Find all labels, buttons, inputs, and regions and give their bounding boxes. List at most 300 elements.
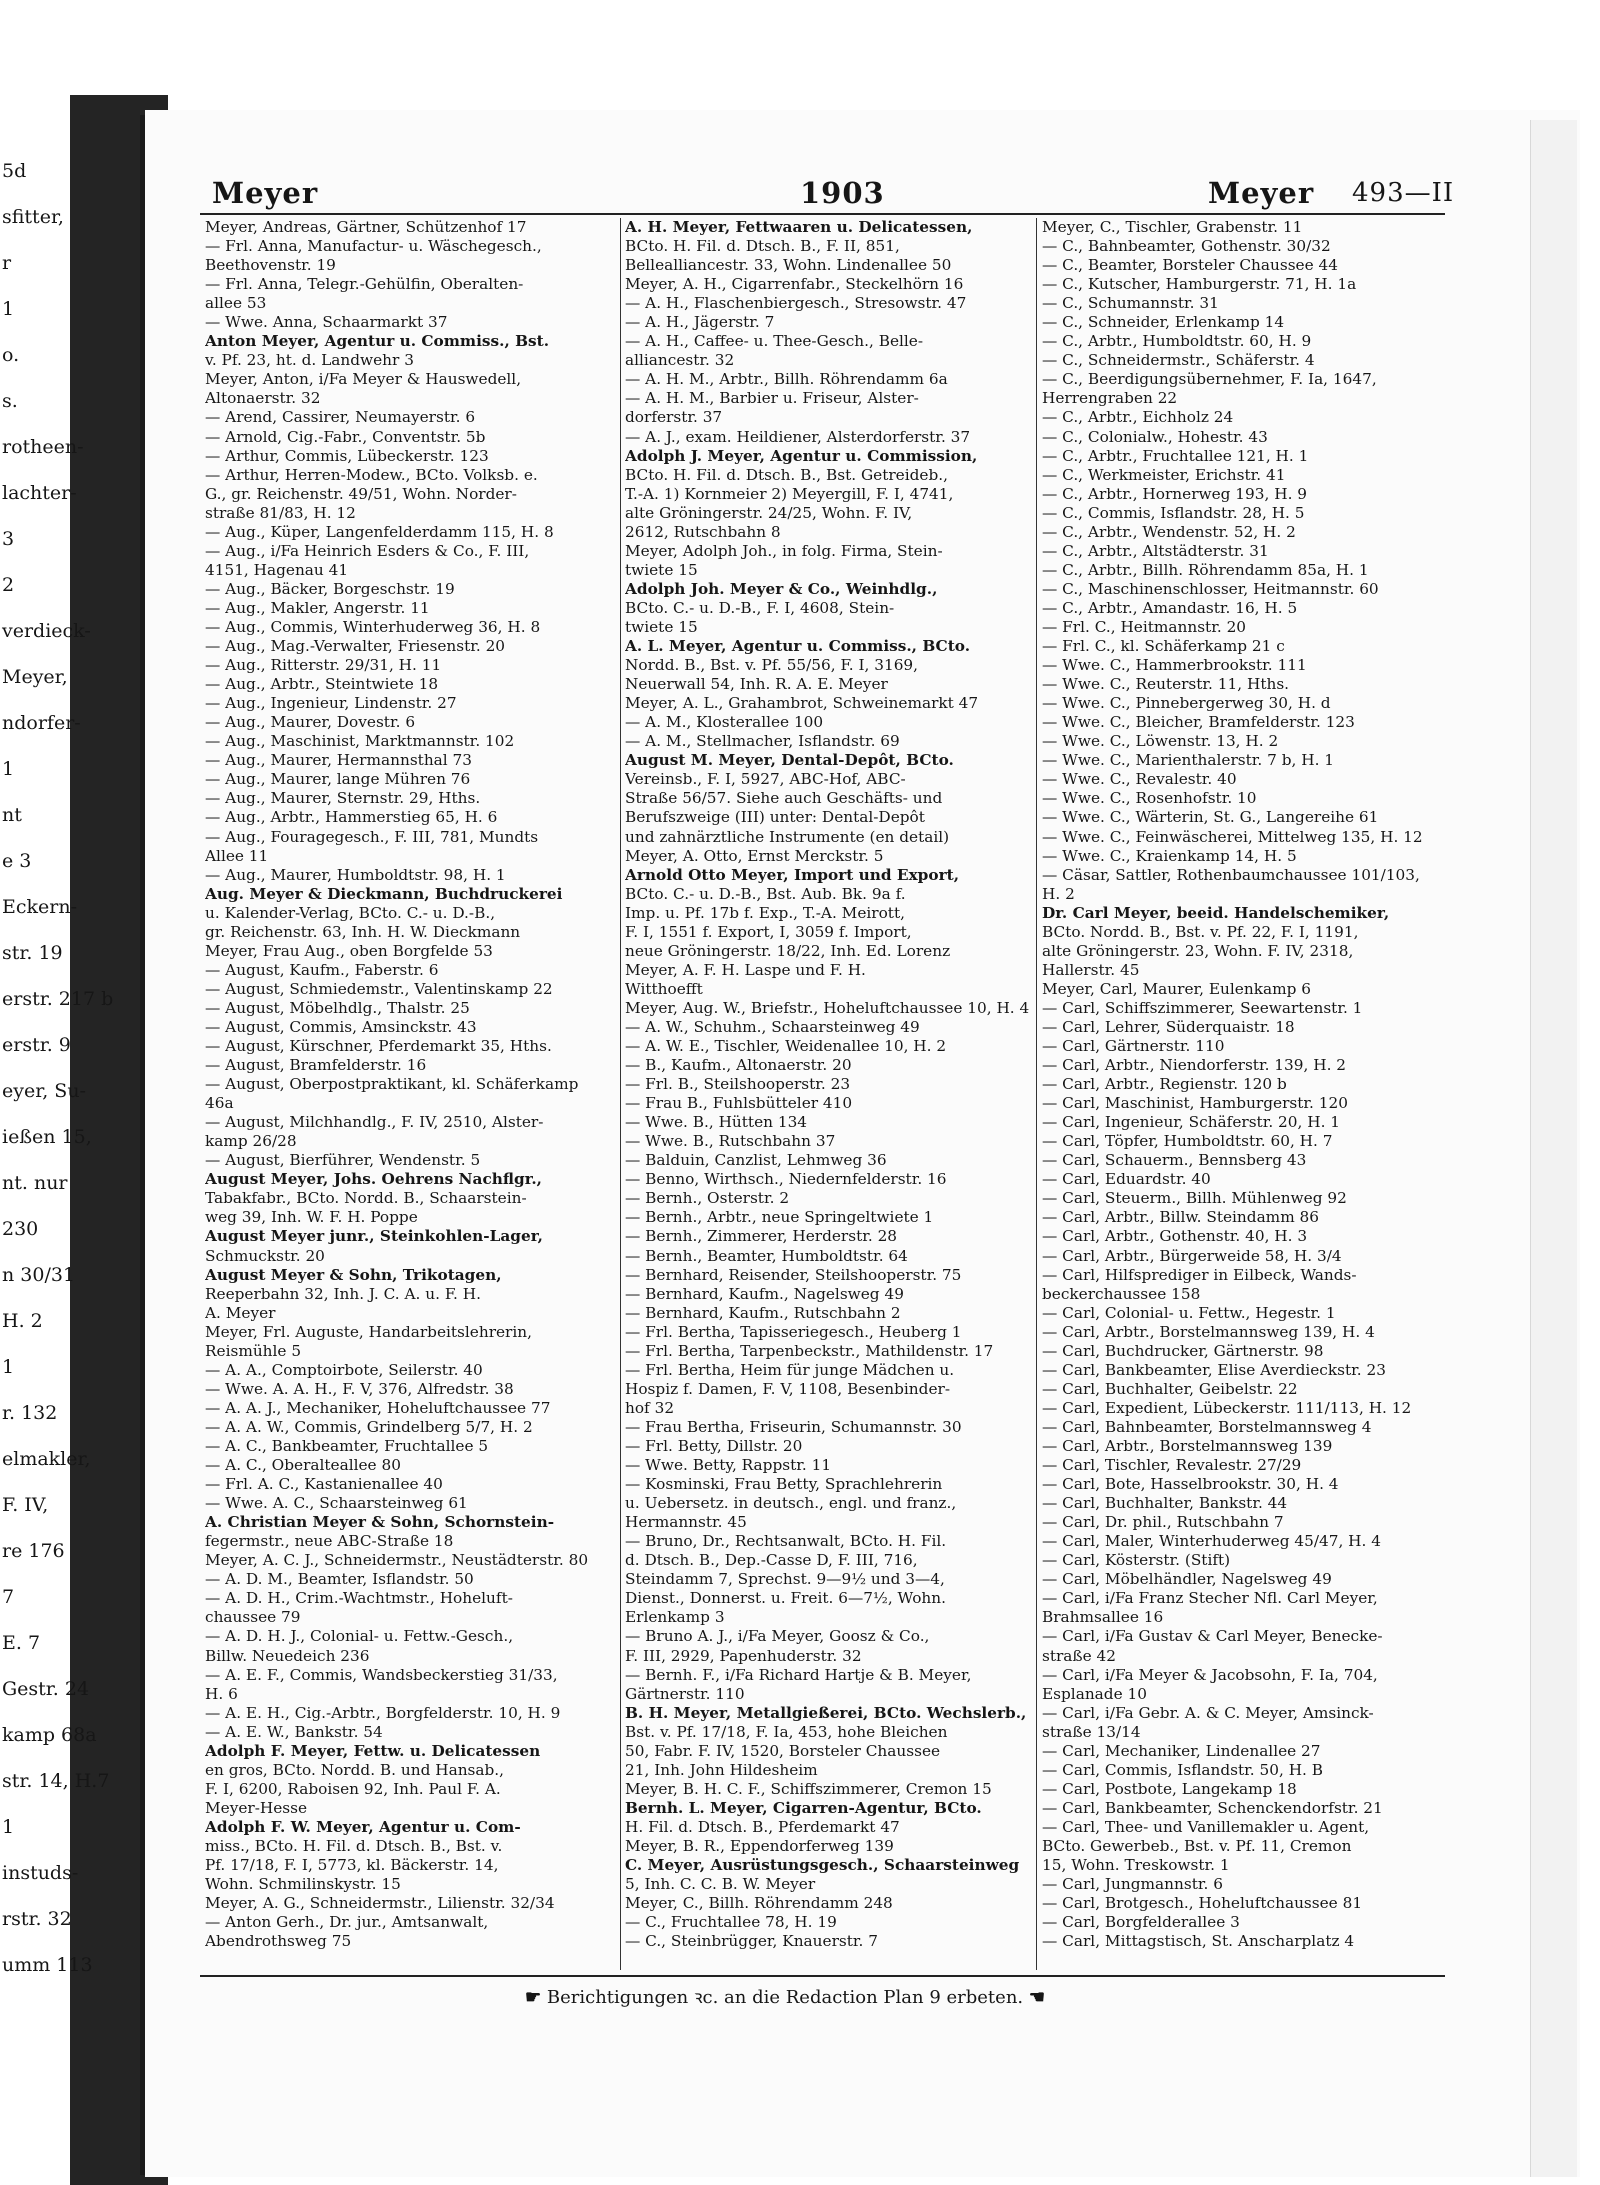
directory-entry-line: H. Fil. d. Dtsch. B., Pferdemarkt 47 (625, 1817, 900, 1836)
directory-entry-line: — Kosminski, Frau Betty, Sprachlehrerin (625, 1475, 943, 1494)
directory-entry-line: 50, Fabr. F. IV, 1520, Borsteler Chaussee (625, 1741, 941, 1760)
directory-entry-line: — A. M., Stellmacher, Isflandstr. 69 (625, 732, 900, 751)
directory-entry-line: Bernh. L. Meyer, Cigarren-Agentur, BCto. (625, 1798, 982, 1817)
left-page-edge (0, 130, 140, 2030)
directory-entry-line: — Aug., Maurer, Humboldtstr. 98, H. 1 (205, 865, 506, 884)
directory-entry-line: Billw. Neuedeich 236 (205, 1646, 370, 1665)
left-page-fragment: erstr. 9 (2, 1034, 71, 1056)
directory-entry-line: — A. C., Bankbeamter, Fruchtallee 5 (205, 1437, 489, 1455)
directory-entry-line: — Carl, Arbtr., Borstelmannsweg 139 (1042, 1437, 1333, 1455)
page-fore-edge (1530, 120, 1577, 2177)
left-page-fragment: e 3 (2, 850, 32, 872)
directory-entry-line: — Carl, Maler, Winterhuderweg 45/47, H. 4 (1042, 1532, 1381, 1551)
footer-rule (200, 1975, 1445, 1977)
page-spine (140, 115, 145, 2175)
directory-entry-line: Tabakfabr., BCto. Nordd. B., Schaarstein- (205, 1189, 527, 1208)
directory-entry-line: Meyer, Frl. Auguste, Handarbeitslehrerin, (205, 1322, 532, 1341)
left-page-fragment: 1 (2, 758, 15, 780)
directory-entry-line: — Frl. Betty, Dillstr. 20 (625, 1437, 803, 1455)
directory-entry-line: v. Pf. 23, ht. d. Landwehr 3 (205, 351, 414, 370)
directory-entry-line: — Carl, Thee- und Vanillemakler u. Agent, (1042, 1817, 1370, 1836)
directory-entry-line: — August, Bierführer, Wendenstr. 5 (205, 1151, 481, 1170)
header-left-word: Meyer (212, 176, 319, 210)
directory-entry-line: — Carl, i/Fa Franz Stecher Nfl. Carl Meyer, (1042, 1589, 1378, 1608)
directory-entry-line: — A. H., Jägerstr. 7 (625, 313, 775, 332)
directory-entry-line: — Carl, Buchdrucker, Gärtnerstr. 98 (1042, 1341, 1324, 1360)
directory-entry-line: — Carl, Töpfer, Humboldtstr. 60, H. 7 (1042, 1132, 1333, 1151)
directory-entry-line: August Meyer & Sohn, Trikotagen, (205, 1265, 502, 1284)
directory-entry-line: — A. A. J., Mechaniker, Hoheluftchaussee 77 (205, 1398, 551, 1417)
directory-entry-line: — Wwe. Anna, Schaarmarkt 37 (205, 313, 448, 332)
directory-entry-line: August Meyer junr., Steinkohlen-Lager, (205, 1227, 543, 1246)
left-page-fragment: 230 (2, 1218, 39, 1240)
left-page-fragment: lachter- (2, 482, 77, 504)
directory-entry-line: — Arthur, Herren-Modew., BCto. Volksb. e. (205, 465, 538, 484)
directory-entry-line: — C., Arbtr., Fruchtallee 121, H. 1 (1042, 446, 1309, 465)
directory-entry-line: — Carl, Arbtr., Borstelmannsweg 139, H. 4 (1042, 1322, 1375, 1341)
directory-entry-line: Meyer-Hesse (205, 1798, 308, 1817)
directory-entry-line: — Carl, Arbtr., Regienstr. 120 b (1042, 1075, 1287, 1094)
directory-entry-line: — Balduin, Canzlist, Lehmweg 36 (625, 1151, 887, 1170)
directory-entry-line: twiete 15 (625, 560, 698, 579)
header-rule (200, 213, 1445, 215)
directory-entry-line: Meyer, A. L., Grahambrot, Schweinemarkt 47 (625, 694, 979, 713)
directory-entry-line: Meyer, A. C. J., Schneidermstr., Neustädterstr. 80 (205, 1551, 589, 1570)
directory-entry-line: — Aug., Ritterstr. 29/31, H. 11 (205, 656, 442, 675)
entry-column-2 (625, 218, 1030, 1968)
directory-entry-line: — Wwe. C., Bleicher, Bramfelderstr. 123 (1042, 713, 1355, 732)
directory-entry-line: u. Kalender-Verlag, BCto. C.- u. D.-B., (205, 903, 496, 922)
directory-entry-line: — C., Schumannstr. 31 (1042, 294, 1219, 313)
directory-entry-line: — Carl, Bahnbeamter, Borstelmannsweg 4 (1042, 1417, 1372, 1436)
directory-entry-line: — A. J., exam. Heildiener, Alsterdorferstr. 37 (625, 427, 971, 446)
directory-entry-line: — A. M., Klosterallee 100 (625, 713, 824, 732)
directory-entry-line: — Wwe. B., Hütten 134 (625, 1113, 808, 1132)
directory-entry-line: — Aug., Maurer, Hermannsthal 73 (205, 751, 473, 770)
directory-entry-line: beckerchaussee 158 (1042, 1284, 1201, 1303)
left-page-fragment: verdieck- (2, 620, 91, 642)
directory-entry-line: — Wwe. A. A. H., F. V, 376, Alfredstr. 38 (205, 1379, 514, 1398)
left-page-fragment: H. 2 (2, 1310, 43, 1332)
directory-entry-line: Berufszweige (III) unter: Dental-Depôt (625, 808, 925, 827)
directory-entry-line: F. I, 1551 f. Export, I, 3059 f. Import, (625, 922, 912, 941)
directory-entry-line: — A. D. H., Crim.-Wachtmstr., Hoheluft- (205, 1589, 513, 1608)
directory-entry-line: — C., Schneidermstr., Schäferstr. 4 (1042, 351, 1315, 370)
left-page-fragment: Gestr. 24 (2, 1678, 90, 1700)
directory-entry-line: — Carl, i/Fa Gebr. A. & C. Meyer, Amsinck- (1042, 1703, 1374, 1722)
directory-entry-line: Straße 56/57. Siehe auch Geschäfts- und (625, 789, 943, 808)
directory-entry-line: — B., Kaufm., Altonaerstr. 20 (625, 1056, 852, 1075)
directory-entry-line: — August, Möbelhdlg., Thalstr. 25 (205, 998, 470, 1017)
directory-entry-line: — C., Arbtr., Hornerweg 193, H. 9 (1042, 484, 1308, 503)
directory-entry-line: chaussee 79 (205, 1608, 301, 1627)
directory-entry-line: — Carl, Schauerm., Bennsberg 43 (1042, 1151, 1307, 1170)
directory-entry-line: F. III, 2929, Papenhuderstr. 32 (625, 1646, 862, 1665)
directory-entry-line: — Wwe. B., Rutschbahn 37 (625, 1132, 836, 1151)
directory-entry-line: — Carl, Schiffszimmerer, Seewartenstr. 1 (1042, 998, 1363, 1017)
directory-entry-line: — Bernhard, Reisender, Steilshooperstr. 75 (625, 1265, 962, 1284)
directory-entry-line: — Carl, Arbtr., Niendorferstr. 139, H. 2 (1042, 1056, 1347, 1075)
directory-entry-line: 4151, Hagenau 41 (205, 560, 349, 579)
directory-entry-line: — Wwe. C., Pinnebergerweg 30, H. d (1042, 694, 1331, 713)
directory-entry-line: Gärtnerstr. 110 (625, 1684, 745, 1703)
directory-entry-line: Meyer, A. Otto, Ernst Merckstr. 5 (625, 846, 884, 865)
left-page-fragment: rotheen- (2, 436, 84, 458)
directory-entry-line: — Carl, Gärtnerstr. 110 (1042, 1037, 1225, 1056)
directory-entry-line: August M. Meyer, Dental-Depôt, BCto. (625, 751, 954, 770)
directory-entry-line: — Aug., Bäcker, Borgeschstr. 19 (205, 579, 455, 598)
directory-entry-line: Aug. Meyer & Dieckmann, Buchdruckerei (205, 884, 563, 903)
directory-entry-line: Meyer, Adolph Joh., in folg. Firma, Stein- (625, 541, 943, 560)
header-right-word: Meyer (1208, 176, 1315, 210)
directory-entry-line: — Aug., Makler, Angerstr. 11 (205, 598, 430, 617)
directory-entry-line: A. Christian Meyer & Sohn, Schornstein- (205, 1513, 555, 1532)
directory-entry-line: T.-A. 1) Kornmeier 2) Meyergill, F. I, 4741, (625, 484, 954, 503)
left-page-fragment: 1 (2, 1816, 15, 1838)
entry-column-3 (1042, 218, 1450, 1968)
directory-entry-line: BCto. H. Fil. d. Dtsch. B., Bst. Getreideb., (625, 465, 948, 484)
directory-entry-line: — Wwe. C., Marienthalerstr. 7 b, H. 1 (1042, 751, 1335, 770)
directory-entry-line: Bst. v. Pf. 17/18, F. Ia, 453, hohe Bleichen (625, 1722, 948, 1741)
directory-entry-line: — C., Colonialw., Hohestr. 43 (1042, 427, 1268, 446)
directory-entry-line: G., gr. Reichenstr. 49/51, Wohn. Norder- (205, 484, 517, 503)
directory-entry-line: — C., Arbtr., Billh. Röhrendamm 85a, H. 1 (1042, 560, 1369, 579)
directory-entry-line: Anton Meyer, Agentur u. Commiss., Bst. (205, 332, 550, 351)
left-page-fragment: kamp 68a (2, 1724, 97, 1746)
directory-entry-line: — C., Beamter, Borsteler Chaussee 44 (1042, 256, 1338, 275)
directory-entry-line: Meyer, A. F. H. Laspe und F. H. (625, 960, 866, 979)
directory-entry-line: — Frau B., Fuhlsbütteler 410 (625, 1094, 853, 1113)
directory-entry-line: — A. D. M., Beamter, Isflandstr. 50 (205, 1570, 474, 1589)
directory-entry-line: straße 13/14 (1042, 1722, 1141, 1741)
directory-entry-line: — A. C., Oberalteallee 80 (205, 1456, 401, 1475)
directory-entry-line: F. I, 6200, Raboisen 92, Inh. Paul F. A. (205, 1779, 501, 1798)
directory-entry-line: — A. H. M., Arbtr., Billh. Röhrendamm 6a (625, 370, 948, 389)
directory-entry-line: Pf. 17/18, F. I, 5773, kl. Bäckerstr. 14, (205, 1856, 499, 1875)
header-year: 1903 (800, 176, 885, 210)
directory-entry-line: A. L. Meyer, Agentur u. Commiss., BCto. (625, 637, 971, 656)
directory-entry-line: Erlenkamp 3 (625, 1608, 725, 1627)
directory-entry-line: — C., Maschinenschlosser, Heitmannstr. 60 (1042, 579, 1379, 598)
directory-entry-line: — August, Bramfelderstr. 16 (205, 1056, 427, 1075)
directory-entry-line: August Meyer, Johs. Oehrens Nachflgr., (205, 1170, 543, 1189)
left-page-fragment: re 176 (2, 1540, 65, 1562)
left-page-fragment: 1 (2, 1356, 15, 1378)
directory-entry-line: — Carl, Postbote, Langekamp 18 (1042, 1779, 1297, 1798)
directory-entry-line: — Arend, Cassirer, Neumayerstr. 6 (205, 408, 476, 427)
directory-entry-line: — Carl, Hilfsprediger in Eilbeck, Wands- (1042, 1265, 1357, 1284)
directory-entry-line: — C., Schneider, Erlenkamp 14 (1042, 313, 1285, 332)
directory-entry-line: Meyer, Carl, Maurer, Eulenkamp 6 (1042, 979, 1311, 998)
directory-entry-line: — Wwe. C., Feinwäscherei, Mittelweg 135, H. 12 (1042, 827, 1423, 846)
directory-entry-line: Witthoefft (625, 979, 703, 998)
left-page-fragment: eyer, Su- (2, 1080, 86, 1102)
column-divider (620, 218, 621, 1970)
left-page-fragment: r (2, 252, 12, 274)
directory-entry-line: BCto. Nordd. B., Bst. v. Pf. 22, F. I, 1191, (1042, 922, 1359, 941)
directory-entry-line: Vereinsb., F. I, 5927, ABC-Hof, ABC- (625, 770, 906, 789)
directory-entry-line: — C., Fruchtallee 78, H. 19 (625, 1913, 837, 1932)
directory-entry-line: Meyer, Anton, i/Fa Meyer & Hauswedell, (205, 370, 522, 389)
directory-entry-line: — Arnold, Cig.-Fabr., Conventstr. 5b (205, 427, 486, 446)
directory-entry-line: — Carl, Eduardstr. 40 (1042, 1170, 1211, 1189)
footer-text: Berichtigungen ꝛc. an die Redaction Plan 9 erbeten. (546, 1987, 1024, 2008)
directory-entry-line: — A. E. W., Bankstr. 54 (205, 1722, 383, 1741)
directory-entry-line: — Frau Bertha, Friseurin, Schumannstr. 30 (625, 1417, 962, 1436)
directory-entry-line: — Wwe. C., Hammerbrookstr. 111 (1042, 656, 1307, 675)
directory-entry-line: Arnold Otto Meyer, Import und Export, (625, 865, 960, 884)
directory-entry-line: — Wwe. A. C., Schaarsteinweg 61 (205, 1494, 468, 1513)
directory-entry-line: Dienst., Donnerst. u. Freit. 6—7½, Wohn. (625, 1589, 947, 1608)
directory-entry-line: — A. E. H., Cig.-Arbtr., Borgfelderstr. 10, H. 9 (205, 1703, 561, 1722)
directory-entry-line: A. H. Meyer, Fettwaaren u. Delicatessen, (625, 218, 973, 236)
directory-entry-line: — Bernh., Arbtr., neue Springeltwiete 1 (625, 1208, 934, 1227)
directory-entry-line: — Wwe. C., Rosenhofstr. 10 (1042, 789, 1257, 808)
directory-entry-line: — Carl, Brotgesch., Hoheluftchaussee 81 (1042, 1894, 1363, 1913)
directory-entry-line: — Aug., Küper, Langenfelderdamm 115, H. 8 (205, 522, 554, 541)
left-page-fragment: F. IV, (2, 1494, 49, 1516)
directory-entry-line: 5, Inh. C. C. B. W. Meyer (625, 1875, 816, 1894)
directory-entry-line: — Frl. Bertha, Tapisseriegesch., Heuberg 1 (625, 1322, 962, 1341)
directory-entry-line: — August, Schmiedemstr., Valentinskamp 22 (205, 979, 553, 998)
left-page-fragment: 5d (2, 160, 27, 182)
directory-entry-line: — Frl. Bertha, Tarpenbeckstr., Mathildenstr. 17 (625, 1341, 994, 1360)
directory-entry-line: — C., Arbtr., Wendenstr. 52, H. 2 (1042, 522, 1296, 541)
directory-entry-line: — A. W. E., Tischler, Weidenallee 10, H. 2 (625, 1037, 947, 1056)
directory-entry-line: Adolph J. Meyer, Agentur u. Commission, (625, 446, 978, 465)
directory-entry-line: — August, Kürschner, Pferdemarkt 35, Hths. (205, 1037, 552, 1056)
directory-entry-line: C. Meyer, Ausrüstungsgesch., Schaarsteinweg (625, 1856, 1020, 1875)
directory-entry-line: — Frl. A. C., Kastanienallee 40 (205, 1475, 443, 1494)
directory-entry-line: Abendrothsweg 75 (205, 1932, 352, 1951)
directory-entry-line: — Carl, Bankbeamter, Schenckendorfstr. 21 (1042, 1798, 1383, 1817)
directory-entry-line: — Bernh., Osterstr. 2 (625, 1189, 790, 1208)
directory-entry-line: H. 6 (205, 1684, 238, 1703)
directory-entry-line: d. Dtsch. B., Dep.-Casse D, F. III, 716, (625, 1551, 918, 1570)
entry-column-1 (205, 218, 620, 1968)
directory-entry-line: kamp 26/28 (205, 1132, 297, 1151)
directory-entry-line: — Carl, Lehrer, Süderquaistr. 18 (1042, 1017, 1295, 1036)
directory-entry-line: — Carl, Buchhalter, Geibelstr. 22 (1042, 1379, 1298, 1398)
left-page-fragment: s. (2, 390, 18, 412)
directory-entry-line: — Bernhard, Kaufm., Rutschbahn 2 (625, 1303, 901, 1322)
directory-entry-line: A. Meyer (205, 1303, 276, 1322)
directory-entry-line: — Bruno A. J., i/Fa Meyer, Goosz & Co., (625, 1627, 930, 1646)
directory-entry-line: — Aug., Commis, Winterhuderweg 36, H. 8 (205, 617, 541, 636)
directory-entry-line: und zahnärztliche Instrumente (en detail) (625, 827, 950, 846)
directory-entry-line: — Aug., i/Fa Heinrich Esders & Co., F. III, (205, 541, 530, 560)
left-page-fragment: umm 113 (2, 1954, 93, 1976)
pointing-hand-icon: ☚ (1028, 1987, 1046, 2008)
directory-entry-line: — Carl, i/Fa Gustav & Carl Meyer, Benecke- (1042, 1627, 1383, 1646)
column-divider (1036, 218, 1037, 1970)
directory-entry-line: miss., BCto. H. Fil. d. Dtsch. B., Bst. v. (205, 1836, 503, 1855)
directory-entry-line: Adolph F. Meyer, Fettw. u. Delicatessen (205, 1741, 541, 1760)
directory-entry-line: — C., Arbtr., Altstädterstr. 31 (1042, 541, 1269, 560)
left-page-fragment: str. 14, H.7 (2, 1770, 110, 1792)
directory-entry-line: — Carl, Arbtr., Bürgerweide 58, H. 3/4 (1042, 1246, 1342, 1265)
directory-entry-line: — August, Commis, Amsinckstr. 43 (205, 1017, 477, 1036)
directory-entry-line: alte Gröningerstr. 23, Wohn. F. IV, 2318, (1042, 941, 1354, 960)
directory-entry-line: — Carl, Kösterstr. (Stift) (1042, 1551, 1231, 1570)
directory-entry-line: — Aug., Arbtr., Hammerstieg 65, H. 6 (205, 808, 498, 827)
directory-entry-line: 2612, Rutschbahn 8 (625, 522, 781, 541)
directory-entry-line: allee 53 (205, 294, 267, 313)
directory-entry-line: — A. A. W., Commis, Grindelberg 5/7, H. 2 (205, 1417, 533, 1436)
left-page-fragment: ndorfer- (2, 712, 81, 734)
directory-entry-line: — C., Werkmeister, Erichstr. 41 (1042, 465, 1286, 484)
directory-entry-line: Hospiz f. Damen, F. V, 1108, Besenbinder- (625, 1379, 950, 1398)
directory-entry-line: — Bernh. F., i/Fa Richard Hartje & B. Meyer, (625, 1665, 972, 1684)
directory-entry-line: neue Gröningerstr. 18/22, Inh. Ed. Lorenz (625, 941, 951, 960)
left-page-fragment: E. 7 (2, 1632, 41, 1654)
directory-entry-line: Nordd. B., Bst. v. Pf. 55/56, F. I, 3169, (625, 656, 919, 675)
directory-entry-line: — Aug., Maurer, Sternstr. 29, Hths. (205, 789, 481, 808)
directory-entry-line: twiete 15 (625, 617, 698, 636)
directory-entry-line: — Wwe. C., Reuterstr. 11, Hths. (1042, 675, 1290, 694)
directory-entry-line: — Carl, Bote, Hasselbrookstr. 30, H. 4 (1042, 1475, 1339, 1494)
directory-entry-line: Meyer, A. G., Schneidermstr., Lilienstr. 32/34 (205, 1894, 555, 1913)
directory-entry-line: 46a (205, 1094, 234, 1113)
directory-entry-line: — A. H., Caffee- u. Thee-Gesch., Belle- (625, 332, 924, 351)
left-page-fragment: nt (2, 804, 22, 826)
directory-entry-line: gr. Reichenstr. 63, Inh. H. W. Dieckmann (205, 922, 521, 941)
directory-entry-line: Wohn. Schmilinskystr. 15 (205, 1875, 401, 1894)
directory-entry-line: — Arthur, Commis, Lübeckerstr. 123 (205, 446, 489, 465)
left-page-fragment: str. 19 (2, 942, 63, 964)
directory-entry-line: — Carl, Mittagstisch, St. Anscharplatz 4 (1042, 1932, 1355, 1951)
directory-entry-line: — Carl, Commis, Isflandstr. 50, H. B (1042, 1760, 1324, 1779)
directory-entry-line: B. H. Meyer, Metallgießerei, BCto. Wechslerb., (625, 1703, 1027, 1722)
directory-entry-line: BCto. C.- u. D.-B., F. I, 4608, Stein- (625, 598, 895, 617)
left-page-fragment: instuds- (2, 1862, 79, 1884)
directory-entry-line: Meyer, C., Billh. Röhrendamm 248 (625, 1894, 893, 1913)
directory-entry-line: BCto. H. Fil. d. Dtsch. B., F. II, 851, (625, 237, 900, 256)
left-page-fragment: elmakler, (2, 1448, 91, 1470)
directory-entry-line: — Frl. C., Heitmannstr. 20 (1042, 617, 1247, 636)
directory-entry-line: Altonaerstr. 32 (205, 389, 321, 408)
directory-entry-line: — Wwe. Betty, Rappstr. 11 (625, 1456, 832, 1475)
directory-entry-line: — C., Arbtr., Humboldtstr. 60, H. 9 (1042, 332, 1312, 351)
directory-entry-line: — Carl, Arbtr., Billw. Steindamm 86 (1042, 1208, 1320, 1227)
directory-entry-line: weg 39, Inh. W. F. H. Poppe (205, 1208, 418, 1227)
directory-entry-line: Brahmsallee 16 (1042, 1608, 1164, 1627)
left-page-fragment: n 30/31 (2, 1264, 76, 1286)
left-page-fragment: 1 (2, 298, 15, 320)
directory-entry-line: — Carl, Colonial- u. Fettw., Hegestr. 1 (1042, 1303, 1336, 1322)
left-page-fragment: nt. nur (2, 1172, 68, 1194)
directory-entry-line: — August, Oberpostpraktikant, kl. Schäferkamp (205, 1075, 579, 1094)
directory-entry-line: — C., Commis, Isflandstr. 28, H. 5 (1042, 503, 1305, 522)
directory-entry-line: — Bruno, Dr., Rechtsanwalt, BCto. H. Fil. (625, 1532, 947, 1551)
directory-entry-line: — Aug., Maschinist, Marktmannstr. 102 (205, 732, 515, 751)
directory-entry-line: — Carl, Möbelhändler, Nagelsweg 49 (1042, 1570, 1332, 1589)
directory-entry-line: — Carl, Expedient, Lübeckerstr. 111/113, H. 12 (1042, 1398, 1412, 1417)
directory-entry-line: alliancestr. 32 (625, 351, 735, 370)
directory-entry-line: Adolph F. W. Meyer, Agentur u. Com- (205, 1817, 521, 1836)
directory-entry-line: Adolph Joh. Meyer & Co., Weinhdlg., (625, 579, 938, 598)
directory-entry-line: Schmuckstr. 20 (205, 1246, 325, 1265)
directory-entry-line: Allee 11 (205, 846, 269, 865)
footer-note (525, 1985, 1045, 2009)
directory-entry-line: Bellealliancestr. 33, Wohn. Lindenallee 50 (625, 256, 952, 275)
directory-entry-line: — Bernh., Beamter, Humboldtstr. 64 (625, 1246, 908, 1265)
directory-entry-line: Hallerstr. 45 (1042, 960, 1140, 979)
directory-entry-line: BCto. C.- u. D.-B., Bst. Aub. Bk. 9a f. (625, 884, 906, 903)
directory-entry-line: — Carl, Ingenieur, Schäferstr. 20, H. 1 (1042, 1113, 1341, 1132)
directory-entry-line: — Aug., Ingenieur, Lindenstr. 27 (205, 694, 457, 713)
directory-entry-line: — Cäsar, Sattler, Rothenbaumchaussee 101/103, (1042, 865, 1420, 884)
pointing-hand-icon: ☛ (525, 1987, 542, 2008)
directory-entry-line: Dr. Carl Meyer, beeid. Handelschemiker, (1042, 903, 1390, 922)
directory-entry-line: — Frl. Anna, Manufactur- u. Wäschegesch., (205, 237, 542, 256)
directory-entry-line: — A. W., Schuhm., Schaarsteinweg 49 (625, 1017, 920, 1036)
directory-entry-line: — C., Steinbrügger, Knauerstr. 7 (625, 1932, 878, 1951)
directory-entry-line: — A. A., Comptoirbote, Seilerstr. 40 (205, 1360, 483, 1379)
directory-entry-line: Esplanade 10 (1042, 1684, 1147, 1703)
directory-entry-line: Meyer, A. H., Cigarrenfabr., Steckelhörn 16 (625, 275, 964, 294)
directory-entry-line: Meyer, Aug. W., Briefstr., Hoheluftchaussee 10, H. 4 (625, 998, 1030, 1017)
directory-entry-line: — A. H., Flaschenbiergesch., Stresowstr. 47 (625, 294, 967, 313)
directory-entry-line: — Aug., Fouragegesch., F. III, 781, Mundts (205, 827, 539, 846)
directory-entry-line: fegermstr., neue ABC-Straße 18 (205, 1532, 454, 1551)
directory-entry-line: — Frl. Anna, Telegr.-Gehülfin, Oberalten- (205, 275, 524, 294)
directory-entry-line: — C., Arbtr., Eichholz 24 (1042, 408, 1234, 427)
directory-entry-line: 15, Wohn. Treskowstr. 1 (1042, 1856, 1230, 1875)
directory-entry-line: H. 2 (1042, 884, 1075, 903)
page-number: 493—II (1352, 178, 1455, 208)
directory-entry-line: hof 32 (625, 1398, 675, 1417)
directory-entry-line: dorferstr. 37 (625, 408, 723, 427)
directory-entry-line: Meyer, B. R., Eppendorferweg 139 (625, 1836, 894, 1855)
directory-entry-line: — Bernhard, Kaufm., Nagelsweg 49 (625, 1284, 904, 1303)
directory-entry-line: — Carl, Dr. phil., Rutschbahn 7 (1042, 1513, 1284, 1532)
directory-entry-line: straße 42 (1042, 1646, 1117, 1665)
directory-entry-line: Herrengraben 22 (1042, 389, 1178, 408)
left-page-fragment: erstr. 217 b (2, 988, 114, 1010)
left-page-fragment: r. 132 (2, 1402, 58, 1424)
directory-entry-line: — Wwe. C., Löwenstr. 13, H. 2 (1042, 732, 1279, 751)
directory-entry-line: Neuerwall 54, Inh. R. A. E. Meyer (625, 675, 888, 694)
directory-entry-line: — C., Kutscher, Hamburgerstr. 71, H. 1a (1042, 275, 1357, 294)
directory-entry-line: Meyer, Andreas, Gärtner, Schützenhof 17 (205, 218, 527, 236)
directory-entry-line: alte Gröningerstr. 24/25, Wohn. F. IV, (625, 503, 913, 522)
directory-entry-line: Hermannstr. 45 (625, 1513, 747, 1532)
directory-entry-line: — August, Kaufm., Faberstr. 6 (205, 960, 439, 979)
directory-entry-line: — Wwe. C., Wärterin, St. G., Langereihe 61 (1042, 808, 1379, 827)
directory-entry-line: — Anton Gerh., Dr. jur., Amtsanwalt, (205, 1913, 489, 1932)
directory-entry-line: — Frl. B., Steilshooperstr. 23 (625, 1075, 851, 1094)
directory-entry-line: — Bernh., Zimmerer, Herderstr. 28 (625, 1227, 898, 1246)
directory-entry-line: — Carl, Mechaniker, Lindenallee 27 (1042, 1741, 1321, 1760)
directory-entry-line: — Carl, Borgfelderallee 3 (1042, 1913, 1240, 1932)
directory-entry-line: Meyer, B. H. C. F., Schiffszimmerer, Cremon 15 (625, 1779, 992, 1798)
left-page-fragment: o. (2, 344, 20, 366)
left-page-fragment: Meyer, (2, 666, 68, 688)
directory-entry-line: — Aug., Maurer, lange Mühren 76 (205, 770, 471, 789)
directory-entry-line: — Frl. C., kl. Schäferkamp 21 c (1042, 637, 1285, 656)
directory-entry-line: — Benno, Wirthsch., Niedernfelderstr. 16 (625, 1170, 947, 1189)
directory-entry-line: — Aug., Arbtr., Steintwiete 18 (205, 675, 439, 694)
directory-entry-line: straße 81/83, H. 12 (205, 503, 356, 522)
directory-entry-line: — Carl, Tischler, Revalestr. 27/29 (1042, 1456, 1302, 1475)
left-page-fragment: 3 (2, 528, 15, 550)
directory-entry-line: — August, Milchhandlg., F. IV, 2510, Alster- (205, 1113, 544, 1132)
directory-entry-line: en gros, BCto. Nordd. B. und Hansab., (205, 1760, 505, 1779)
directory-entry-line: — Carl, Maschinist, Hamburgerstr. 120 (1042, 1094, 1348, 1113)
directory-entry-line: — Carl, Arbtr., Gothenstr. 40, H. 3 (1042, 1227, 1308, 1246)
directory-entry-line: Imp. u. Pf. 17b f. Exp., T.-A. Meirott, (625, 903, 905, 922)
